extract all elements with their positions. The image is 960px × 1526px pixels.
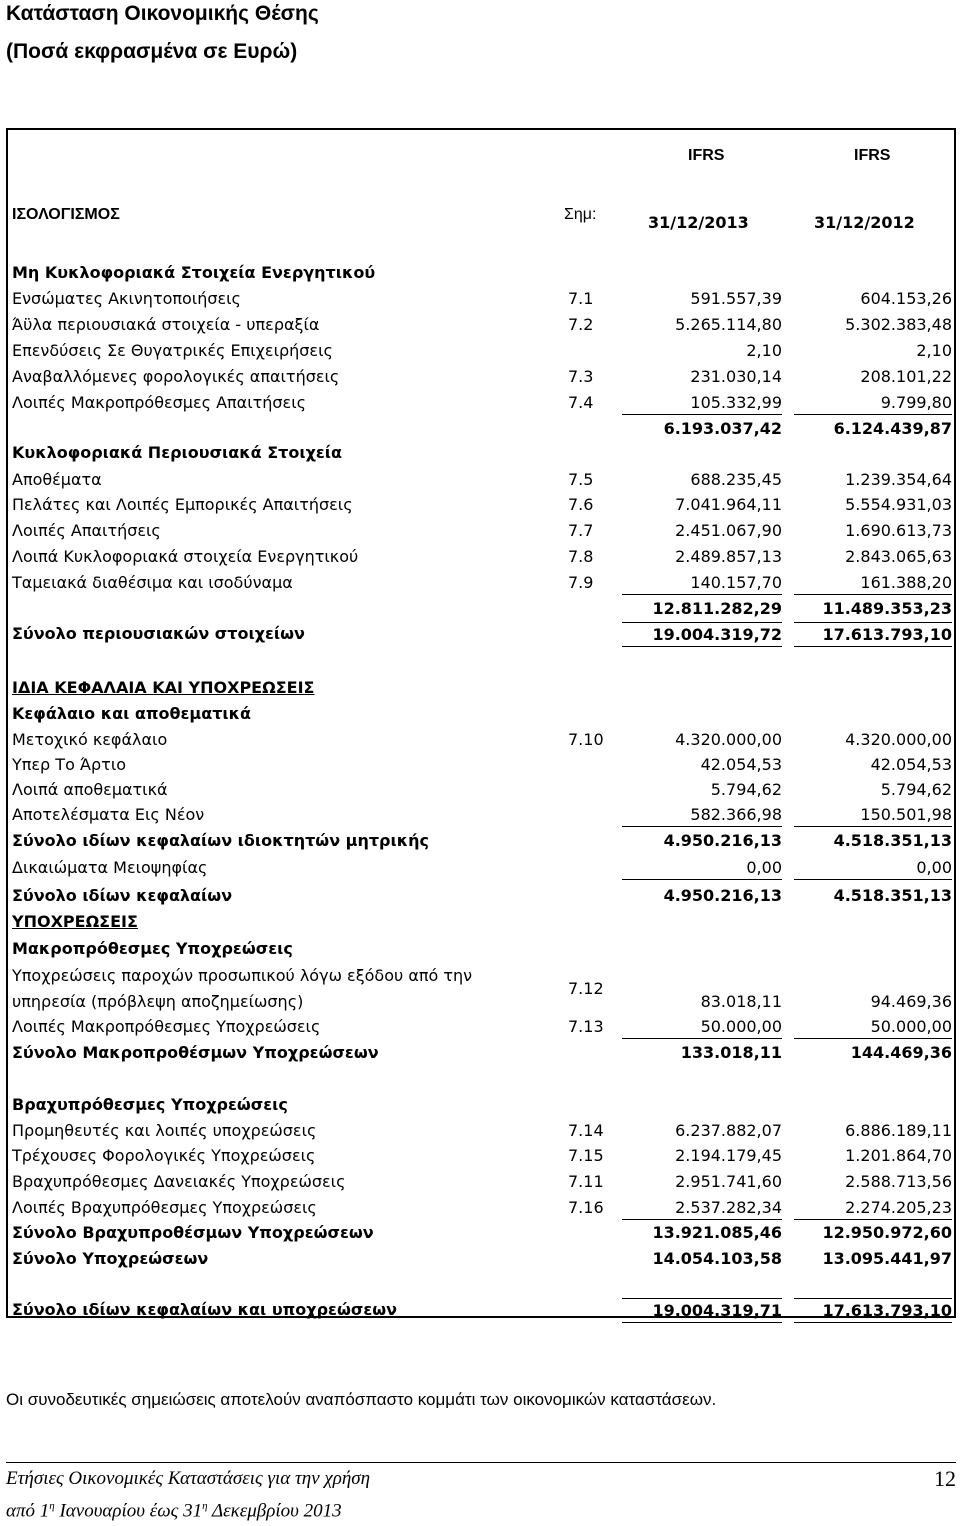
- table-row: Μετοχικό κεφάλαιο 7.10 4.320.000,00 4.320.000,00: [12, 730, 952, 749]
- table-row: Βραχυπρόθεσμες Δανειακές Υποχρεώσεις 7.11 2.951.741,60 2.588.713,56: [12, 1172, 952, 1191]
- table-row: Αναβαλλόμενες φορολογικές απαιτήσεις 7.3 231.030,14 208.101,22: [12, 367, 952, 386]
- section-short-term-liabilities: Βραχυπρόθεσμες Υποχρεώσεις: [12, 1095, 288, 1114]
- page-subtitle: (Ποσά εκφρασμένα σε Ευρώ): [6, 40, 298, 63]
- balance-sheet-heading: ΙΣΟΛΟΓΙΣΜΟΣ: [12, 206, 120, 223]
- table-row: Ταμειακά διαθέσιμα και ισοδύναμα 7.9 140.157,70 161.388,20: [8, 571, 954, 594]
- footnote: Οι συνοδευτικές σημειώσεις αποτελούν αναπόσπαστο κομμάτι των οικονομικών καταστάσεων.: [6, 1390, 717, 1409]
- table-row: Τρέχουσες Φορολογικές Υποχρεώσεις 7.15 2.194.179,45 1.201.864,70: [12, 1146, 952, 1165]
- table-row: Άϋλα περιουσιακά στοιχεία - υπεραξία 7.2 5.265.114,80 5.302.383,48: [12, 315, 952, 334]
- table-row: Λοιπά Κυκλοφοριακά στοιχεία Ενεργητικού 7.8 2.489.857,13 2.843.065,63: [12, 547, 952, 566]
- table-row: Λοιπά αποθεματικά 5.794,62 5.794,62: [12, 780, 952, 799]
- subtotal-parent-equity: Σύνολο ιδίων κεφαλαίων ιδιοκτητών μητρικής 4.950.216,13 4.518.351,13: [12, 831, 952, 850]
- footer-line-2: από $1^\eta$ Ιανουαρίου έως $31^\eta$ Δεκεμβρίου 2013: [6, 1500, 342, 1522]
- total-equity: Σύνολο ιδίων κεφαλαίων 4.950.216,13 4.518.351,13: [12, 886, 952, 905]
- section-capital-reserves: Κεφάλαιο και αποθεματικά: [12, 704, 251, 723]
- table-row: Υποχρεώσεις παροχών προσωπικού λόγω εξόδου από την: [12, 966, 473, 985]
- subtotal-short-term-liabilities: Σύνολο Βραχυπροθέσμων Υποχρεώσεων 13.921.085,46 12.950.972,60: [12, 1223, 952, 1242]
- section-equity-and-liabilities: ΙΔΙΑ ΚΕΦΑΛΑΙΑ ΚΑΙ ΥΠΟΧΡΕΩΣΕΙΣ: [12, 678, 315, 697]
- section-non-current-assets: Μη Κυκλοφοριακά Στοιχεία Ενεργητικού: [12, 263, 376, 282]
- table-row: Υπερ Το Άρτιο 42.054,53 42.054,53: [12, 755, 952, 774]
- ifrs-header-2013: IFRS: [688, 147, 725, 164]
- subtotal-long-term-liabilities: Σύνολο Μακροπροθέσμων Υποχρεώσεων 133.018,11 144.469,36: [12, 1043, 952, 1062]
- footer-line-1: Ετήσιες Οικονομικές Καταστάσεις για την χρήση: [6, 1468, 371, 1489]
- table-row: Αποτελέσματα Εις Νέον 582.366,98 150.501,98: [8, 803, 954, 826]
- subtotal-non-current-assets: 6.193.037,42 6.124.439,87: [663, 419, 952, 438]
- page-title: Κατάσταση Οικονομικής Θέσης: [6, 2, 319, 25]
- date-header-2012: 31/12/2012: [814, 213, 915, 232]
- note-column-heading: Σημ:: [564, 206, 597, 223]
- table-row: Ενσώματες Ακινητοποιήσεις 7.1 591.557,39 604.153,26: [12, 289, 952, 308]
- table-row: Λοιπές Μακροπρόθεσμες Υποχρεώσεις 7.13 50.000,00 50.000,00: [8, 1015, 954, 1038]
- subtotal-current-assets: 12.811.282,29 11.489.353,23: [652, 599, 952, 618]
- total-equity-and-liabilities: Σύνολο ιδίων κεφαλαίων και υποχρεώσεων 19.004.319,71 17.613.793,10: [8, 1298, 954, 1321]
- table-row: Λοιπές Απαιτήσεις 7.7 2.451.067,90 1.690.613,73: [12, 521, 952, 540]
- section-liabilities: ΥΠΟΧΡΕΩΣΕΙΣ: [12, 912, 138, 931]
- table-row: Επενδύσεις Σε Θυγατρικές Επιχειρήσεις 2,10 2,10: [12, 341, 952, 360]
- table-row: Προμηθευτές και λοιπές υποχρεώσεις 7.14 6.237.882,07 6.886.189,11: [12, 1121, 952, 1140]
- total-assets: Σύνολο περιουσιακών στοιχείων 19.004.319,72 17.613.793,10: [8, 622, 954, 645]
- table-row: Αποθέματα 7.5 688.235,45 1.239.354,64: [12, 470, 952, 489]
- section-long-term-liabilities: Μακροπρόθεσμες Υποχρεώσεις: [12, 939, 293, 958]
- table-row: Λοιπές Μακροπρόθεσμες Απαιτήσεις 7.4 105.332,99 9.799,80: [8, 391, 954, 414]
- balance-sheet-table: [6, 128, 956, 1318]
- table-row: Λοιπές Βραχυπρόθεσμες Υποχρεώσεις 7.16 2.537.282,34 2.274.205,23: [8, 1196, 954, 1219]
- section-current-assets: Κυκλοφοριακά Περιουσιακά Στοιχεία: [12, 443, 343, 462]
- footer-divider: [6, 1462, 956, 1463]
- table-row: Δικαιώματα Μειοψηφίας 0,00 0,00: [8, 856, 954, 879]
- date-header-2013: 31/12/2013: [648, 213, 749, 232]
- page-number: 12: [934, 1466, 956, 1491]
- table-row: Πελάτες και Λοιπές Εμπορικές Απαιτήσεις 7.6 7.041.964,11 5.554.931,03: [12, 495, 952, 514]
- table-row: υπηρεσία (πρόβλεψη αποζημείωσης) 7.12 83.018,11 94.469,36: [12, 979, 952, 1011]
- total-liabilities: Σύνολο Υποχρεώσεων 14.054.103,58 13.095.441,97: [12, 1249, 952, 1268]
- ifrs-header-2012: IFRS: [854, 147, 891, 164]
